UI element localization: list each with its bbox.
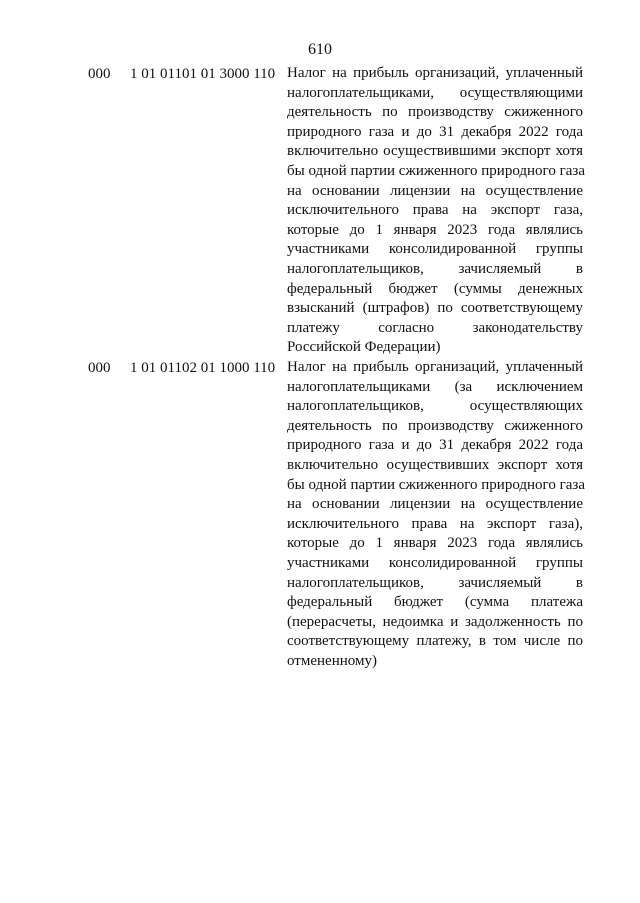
description-line: Налог на прибыль организаций, уплаченный <box>287 65 583 81</box>
description-line: на основании лицензии на осуществление <box>287 496 583 513</box>
budget-classification-code: 1 01 01102 01 1000 110 <box>130 360 276 376</box>
description-line: участниками консолидированной группы <box>287 554 583 571</box>
description-line: включительно осуществивших экспорт хотя <box>287 456 583 473</box>
description-line: соответствующему платежу, в том числе по <box>287 633 583 650</box>
description-line: налогоплательщиков, зачисляемый в <box>287 574 583 591</box>
description-line: исключительного права на экспорт газа), <box>287 515 583 532</box>
description-line: исключительного права на экспорт газа, <box>287 202 583 219</box>
description-line: которые до 1 января 2023 года являлись <box>287 535 583 552</box>
description-line: налогоплательщиков, зачисляемый в <box>287 260 583 277</box>
entry-description <box>287 64 583 358</box>
description-line: бы одной партии сжиженного природного газа <box>287 162 585 179</box>
description-line: федеральный бюджет (суммы денежных <box>287 280 583 297</box>
description-line: Налог на прибыль организаций, уплаченный <box>287 359 583 375</box>
description-line: взысканий (штрафов) по соответствующему <box>287 300 583 317</box>
description-line: платежу согласно законодательству <box>287 319 583 336</box>
description-line: налогоплательщиков, осуществляющих <box>287 398 583 415</box>
admin-code: 000 <box>88 360 111 376</box>
description-line: федеральный бюджет (сумма платежа <box>287 594 583 611</box>
description-line: природного газа и до 31 декабря 2022 года <box>287 437 583 454</box>
description-line: Российской Федерации) <box>287 339 441 356</box>
description-line: деятельность по производству сжиженного <box>287 417 583 434</box>
description-line: бы одной партии сжиженного природного газа <box>287 476 585 493</box>
page-number: 610 <box>308 41 332 58</box>
description-line: которые до 1 января 2023 года являлись <box>287 221 583 238</box>
description-line: налогоплательщиками, осуществляющими <box>287 84 583 101</box>
entry-description <box>287 358 583 672</box>
description-line: включительно осуществившими экспорт хотя <box>287 143 583 160</box>
description-line: участниками консолидированной группы <box>287 241 583 258</box>
description-line: отмененному) <box>287 652 377 669</box>
admin-code: 000 <box>88 66 111 82</box>
description-line: (перерасчеты, недоимка и задолженность по <box>287 613 583 630</box>
description-line: налогоплательщиками (за исключением <box>287 378 583 395</box>
budget-classification-code: 1 01 01101 01 3000 110 <box>130 66 276 82</box>
description-line: деятельность по производству сжиженного <box>287 104 583 121</box>
description-line: на основании лицензии на осуществление <box>287 182 583 199</box>
description-line: природного газа и до 31 декабря 2022 года <box>287 123 583 140</box>
